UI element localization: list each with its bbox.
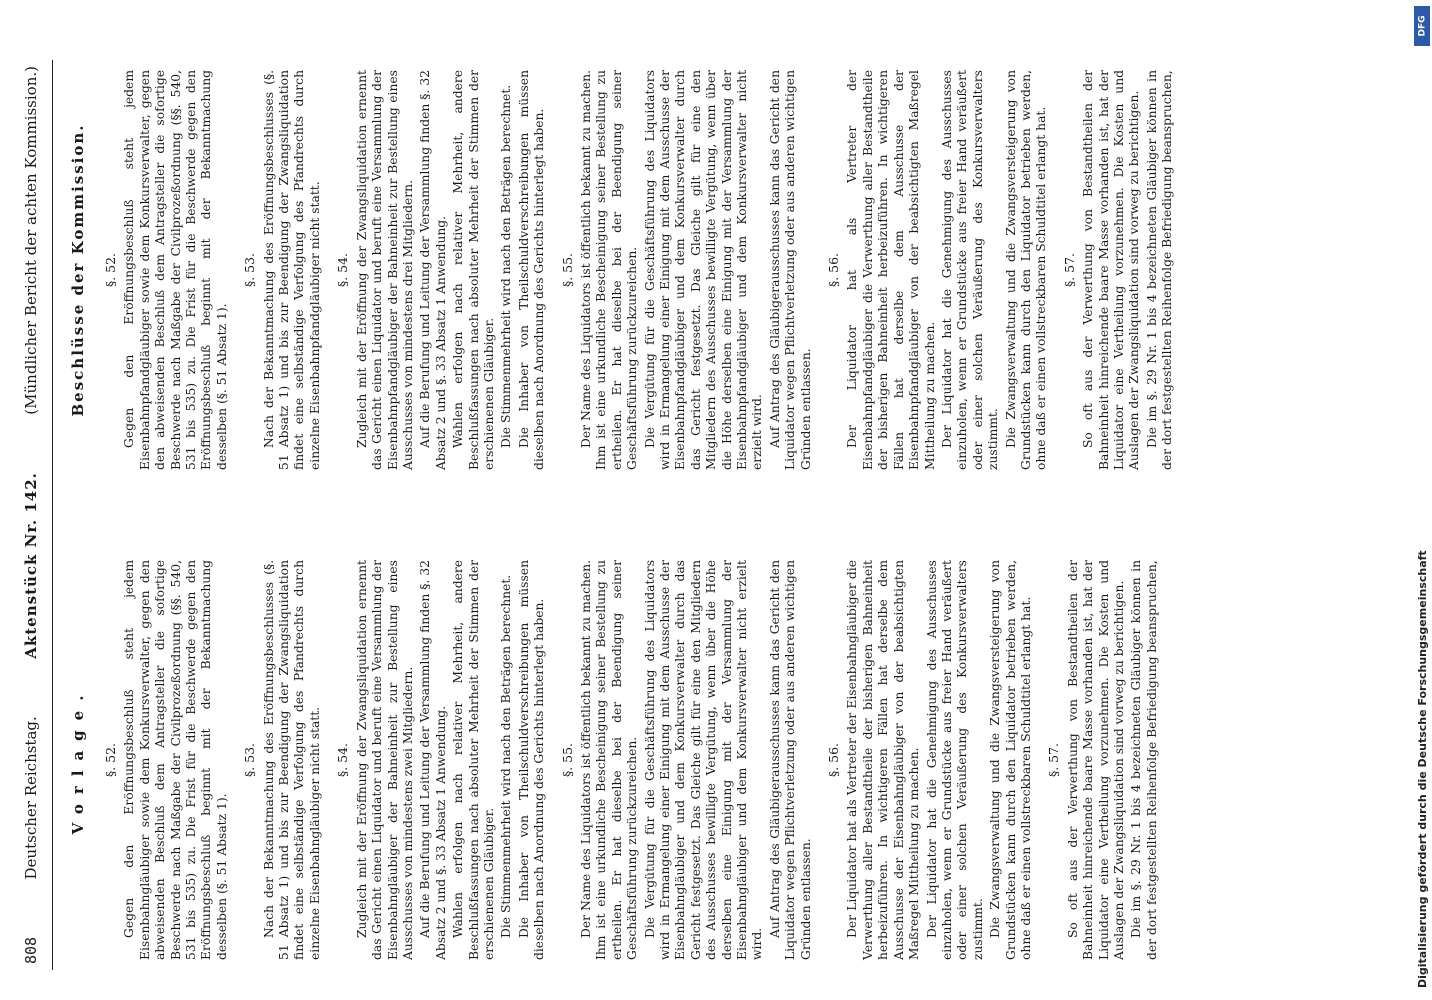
paragraph: Die Stimmenmehrheit wird nach den Beträgen berechnet. <box>499 574 514 938</box>
section-number: §. 55. <box>559 742 575 778</box>
two-columns <box>63 60 1176 970</box>
paragraph: Wahlen erfolgen nach relativer Mehrheit, andere Beschlußfassungen nach absoluter Mehrheit der Stimmen der erschienenen Gläubiger. <box>451 560 496 960</box>
header-right: (Mündlicher Bericht der achten Kommission.) <box>22 66 40 415</box>
paragraph: Die Vergütung für die Geschäftsführung des Liquidators wird in Ermangelung einer Einigung mit dem Ausschusse der Eisenbahngläubiger und dem Konkursverwalter durch das Gericht festgesetzt. Das Gleiche gilt für eine den Mitgliedern des Ausschusses bewilligte Vergütung, wenn über die Höhe derselben eine Einigung mit der Versammlung der Eisenbahngläubiger und dem Konkursverwalter nicht erzielt wird. <box>642 560 765 960</box>
column-heading-vorlage: Vorlage. <box>69 685 87 835</box>
column-heading-beschluesse: Beschlüsse der Kommission. <box>69 123 87 417</box>
paragraph: Nach der Bekanntmachung des Eröffnungsbeschlusses (§. 51 Absatz 1) und bis zur Beendigung der Zwangsliquidation findet eine selbständige Verfolgung des Pfandrechts durch einzelne Eisenbahnpfandgläubiger nicht statt. <box>261 70 322 470</box>
section-number: §. 55. <box>559 252 575 288</box>
dfg-logo: DFG <box>1414 6 1430 46</box>
paragraph: So oft aus der Verwerthung von Bestandtheilen der Bahneinheit hinreichende baare Masse vorhanden ist, hat der Liquidator eine Vertheilung vorzunehmen. Die Kosten und Auslagen der Zwangsliquidation sind vorweg zu berichtigen. <box>1065 560 1126 960</box>
page-header <box>22 60 53 970</box>
paragraph: Wahlen erfolgen nach relativer Mehrheit, andere Beschlußfassungen nach absoluter Mehrheit der Stimmen der erschienenen Gläubiger. <box>451 70 496 470</box>
funding-note: Digitalisierung gefördert durch die Deutsche Forschungsgemeinschaft <box>1416 550 1429 988</box>
header-left: Deutscher Reichstag. <box>22 716 40 880</box>
paragraph: Zugleich mit der Eröffnung der Zwangsliquidation ernennt das Gericht einen Liquidator und beruft eine Versammlung der Eisenbahnpfandgläubiger der Bahneinheit zur Bestellung eines Ausschusses von mindestens drei Mitgliedern. <box>354 70 415 470</box>
column-vorlage <box>63 550 1176 970</box>
paragraph: Der Liquidator hat als Vertreter der Eisenbahnpfandgläubiger die Verwerthung aller Bestandtheile der bisherigen Bahneinheit herbeizuführen. In wichtigeren Fällen hat derselbe dem Ausschusse der Eisenbahnpfandgläubiger von der beabsichtigten Maßregel Mittheilung zu machen. <box>845 70 937 470</box>
paragraph: Gegen den Eröffnungsbeschluß steht jedem Eisenbahngläubiger sowie dem Konkursverwalter, gegen den abweisenden Beschluß dem Antragsteller die sofortige Beschwerde nach Maßgabe der Civilprozeßordnung (§§. 540, 531 bis 535) zu. Die Frist für die Beschwerde gegen den Eröffnungsbeschluß beginnt mit der Bekanntmachung desselben (§. 51 Absatz 1). <box>122 560 229 960</box>
paragraph: Die Zwangsverwaltung und die Zwangsversteigerung von Grundstücken kann durch den Liquidator betrieben werden, ohne daß er einen vollstreckbaren Schuldtitel erlangt hat. <box>1003 70 1049 470</box>
section-number: §. 53. <box>242 742 258 778</box>
paragraph: Auf die Berufung und Leitung der Versammlung finden §. 32 Absatz 2 und §. 33 Absatz 1 Anwendung. <box>418 560 448 960</box>
paragraph: Gegen den Eröffnungsbeschluß steht jedem Eisenbahnpfandgläubiger sowie dem Konkursverwalter, gegen den abweisenden Beschluß dem Antragsteller die sofortige Beschwerde nach Maßgabe der Civilprozeßordnung (§§. 540, 531 bis 535) zu. Die Frist für die Beschwerde gegen den Eröffnungsbeschluß beginnt mit der Bekanntmachung desselben (§. 51 Absatz 1). <box>122 70 229 470</box>
paragraph: Der Name des Liquidators ist öffentlich bekannt zu machen. Ihm ist eine urkundliche Bescheinigung seiner Bestellung zu ertheilen. Er hat dieselbe bei der Beendigung seiner Geschäftsführung zurückzureichen. <box>578 70 640 470</box>
paragraph: Die Inhaber von Theilschuldverschreibungen müssen dieselben nach Anordnung des Gerichts hinterlegt haben. <box>516 560 547 960</box>
section-number: §. 52. <box>103 252 118 288</box>
paragraph: Die Zwangsverwaltung und die Zwangsversteigerung von Grundstücken kann durch den Liquidator betrieben werden, ohne daß er einen vollstreckbaren Schuldtitel erlangt hat. <box>988 560 1033 960</box>
paragraph: Die Inhaber von Theilschuldverschreibungen müssen dieselben nach Anordnung des Gerichts hinterlegt haben. <box>516 70 547 470</box>
section-number: §. 52. <box>103 742 118 778</box>
section-number: §. 54. <box>335 742 351 778</box>
paragraph: Auf Antrag des Gläubigerausschusses kann das Gericht den Liquidator wegen Pflichtverletzung oder aus anderen wichtigen Gründen entlassen. <box>767 560 813 960</box>
section-number: §. 56. <box>826 252 842 288</box>
paragraph: Der Liquidator hat als Vertreter der Eisenbahngläubiger die Verwerthung aller Bestandtheile der bisherigen Bahneinheit herbeizuführen. In wichtigeren Fällen hat derselbe dem Ausschusse der Eisenbahngläubiger von der beabsichtigten Maßregel Mittheilung zu machen. <box>845 560 922 960</box>
paragraph: So oft aus der Verwerthung von Bestandtheilen der Bahneinheit hinreichende baare Masse vorhanden ist, hat der Liquidator eine Vertheilung vorzunehmen. Die Kosten und Auslagen der Zwangsliquidation sind vorweg zu berichtigen. <box>1081 70 1142 470</box>
paragraph: Der Name des Liquidators ist öffentlich bekannt zu machen. Ihm ist eine urkundliche Bescheinigung seiner Bestellung zu ertheilen. Er hat dieselbe bei der Beendigung seiner Geschäftsführung zurückzureichen. <box>578 560 640 960</box>
header-middle: Aktenstück Nr. 142. <box>22 472 40 659</box>
section-number: §. 57. <box>1046 742 1062 778</box>
page-number: 808 <box>22 936 40 964</box>
paragraph: Die im §. 29 Nr. 1 bis 4 bezeichneten Gläubiger können in der dort festgestellten Reihenfolge Befriedigung beanspruchen, <box>1129 560 1159 960</box>
digitization-rail <box>1393 0 1432 1000</box>
paragraph: Auf die Berufung und Leitung der Versammlung finden §. 32 Absatz 2 und §. 33 Absatz 1 Anwendung. <box>418 70 448 470</box>
paragraph: Der Liquidator hat die Genehmigung des Ausschusses einzuholen, wenn er Grundstücke aus freier Hand veräußert oder einer solchen Veräußerung des Konkursverwalters zustimmt. <box>939 70 1001 470</box>
paragraph: Der Liquidator hat die Genehmigung des Ausschusses einzuholen, wenn er Grundstücke aus freier Hand veräußert oder einer solchen Veräußerung des Konkursverwalters zustimmt. <box>924 560 985 960</box>
paragraph: Auf Antrag des Gläubigerausschusses kann das Gericht den Liquidator wegen Pflichtverletzung oder aus anderen wichtigen Gründen entlassen. <box>767 70 813 470</box>
paragraph: Die im §. 29 Nr. 1 bis 4 bezeichneten Gläubiger können in der dort festgestellten Reihenfolge Befriedigung beanspruchen, <box>1144 70 1175 470</box>
paragraph: Die Stimmenmehrheit wird nach den Beträgen berechnet. <box>499 84 514 448</box>
paragraph: Die Vergütung für die Geschäftsführung des Liquidators wird in Ermangelung einer Einigung mit dem Ausschusse der Eisenbahnpfandgläubiger und dem Konkursverwalter durch das Gericht festgesetzt. Das Gleiche gilt für eine den Mitgliedern des Ausschusses bewilligte Vergütung, wenn über die Höhe derselben eine Einigung mit der Versammlung der Eisenbahnpfandgläubiger und dem Konkursverwalter nicht erzielt wird. <box>642 70 765 470</box>
paragraph: Nach der Bekanntmachung des Eröffnungsbeschlusses (§. 51 Absatz 1) und bis zur Beendigung der Zwangsliquidation findet eine selbständige Verfolgung des Pfandrechts durch einzelne Eisenbahngläubiger nicht statt. <box>261 560 322 960</box>
section-number: §. 56. <box>826 742 842 778</box>
paragraph: Zugleich mit der Eröffnung der Zwangsliquidation ernennt das Gericht einen Liquidator und beruft eine Versammlung der Eisenbahngläubiger der Bahneinheit zur Bestellung eines Ausschusses von mindestens zwei Mitgliedern. <box>354 560 415 960</box>
column-beschluesse <box>63 60 1176 480</box>
section-number: §. 54. <box>335 252 351 288</box>
section-number: §. 57. <box>1061 252 1077 288</box>
section-number: §. 53. <box>242 252 258 288</box>
